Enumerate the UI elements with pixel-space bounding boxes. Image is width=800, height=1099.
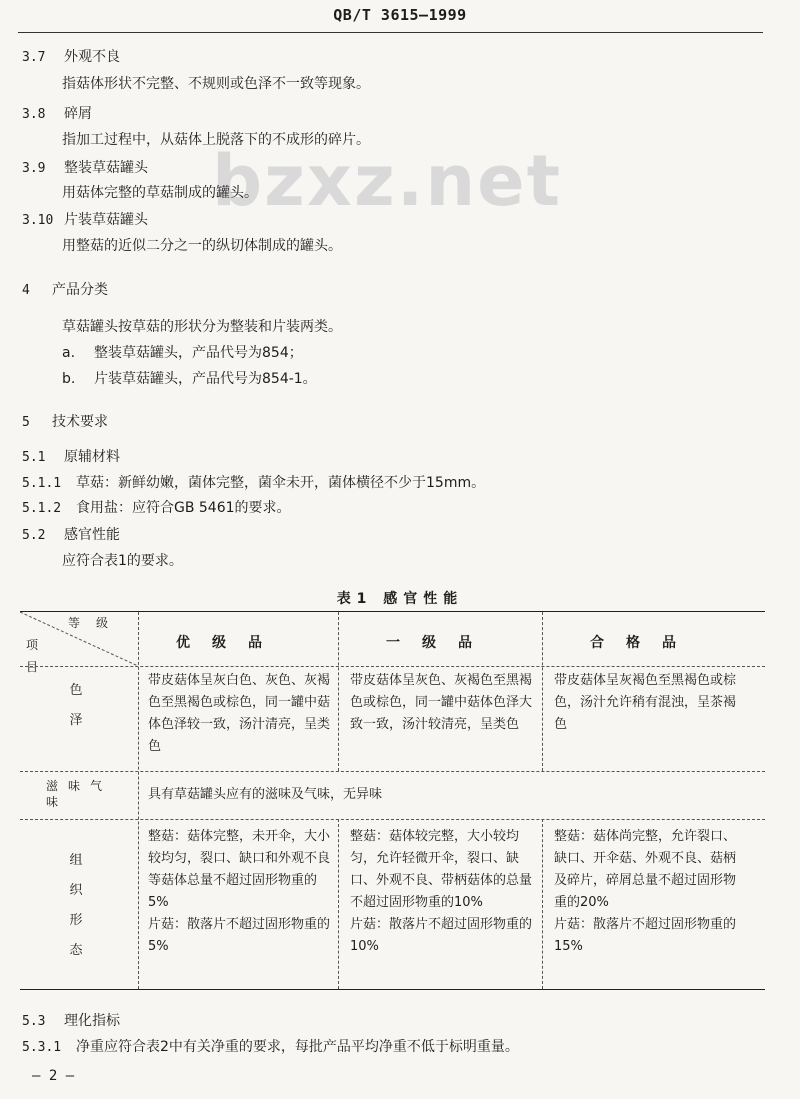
section-number: 5.2 — [22, 528, 46, 543]
header-rule — [18, 32, 763, 33]
table-cell: 带皮菇体呈灰色、灰褐色至黑褐色或棕色，同一罐中菇体色泽大致一致，汤汁较清亮，呈类色 — [350, 673, 533, 732]
section-number: 5.1 — [22, 450, 46, 465]
table-col-rule — [138, 612, 139, 989]
table-row-label-taste: 滋味气味 — [46, 779, 113, 809]
section-3-9-text: 用菇体完整的草菇制成的罐头。 — [62, 185, 258, 201]
section-title: 片装草菇罐头 — [64, 212, 148, 228]
list-text: 整装草菇罐头，产品代号为854； — [94, 345, 303, 361]
section-number: 4 — [22, 283, 30, 298]
table-col-header-first: 一级品 — [386, 635, 494, 651]
section-number: 5.3.1 — [22, 1040, 62, 1055]
section-3-9-heading — [22, 157, 148, 177]
section-title: 理化指标 — [64, 1013, 120, 1029]
section-5-heading — [22, 411, 108, 431]
section-5-1-heading — [22, 446, 120, 466]
list-marker: b. — [62, 371, 76, 387]
table-cell-merged: 具有草菇罐头应有的滋味及气味，无异味 — [148, 787, 383, 802]
table-row-rule — [20, 771, 765, 772]
table-caption: 表1 感官性能 — [336, 591, 464, 607]
section-3-8-text: 指加工过程中，从菇体上脱落下的不成形的碎片。 — [62, 132, 370, 148]
table-cell: 带皮菇体呈灰白色、灰色、灰褐色至黑褐色或棕色，同一罐中菇体色泽较一致，汤汁清亮，呈类色 — [148, 673, 331, 754]
section-5-3-1 — [22, 1036, 519, 1056]
table-col-header-qualified: 合格品 — [590, 635, 698, 651]
section-number: 5.1.2 — [22, 501, 62, 516]
section-title: 产品分类 — [52, 282, 108, 298]
section-5-2-heading — [22, 524, 120, 544]
section-number: 3.9 — [22, 161, 46, 176]
standard-code: QB/T 3615—1999 — [333, 6, 467, 24]
table-col-header-premium: 优级品 — [176, 635, 284, 651]
list-text: 片装草菇罐头，产品代号为854-1。 — [94, 371, 317, 387]
table-bottom-rule — [20, 989, 765, 990]
section-3-8-heading — [22, 103, 92, 123]
section-5-3-heading — [22, 1010, 120, 1030]
page-number: — 2 — — [32, 1068, 75, 1084]
section-number: 3.7 — [22, 50, 46, 65]
section-text: 草菇：新鲜幼嫩，菌体完整，菌伞未开，菌体横径不少于15mm。 — [76, 475, 486, 491]
section-number: 5.3 — [22, 1014, 46, 1029]
section-number: 5.1.1 — [22, 476, 62, 491]
table-cell: 带皮菇体呈灰褐色至黑褐色或棕色，汤汁允许稍有混浊，呈茶褐色 — [554, 673, 737, 732]
list-marker: a. — [62, 345, 76, 361]
table-corner-item: 项目 — [26, 638, 57, 674]
section-title: 外观不良 — [64, 49, 120, 65]
section-5-1-1 — [22, 472, 485, 492]
section-3-10-heading — [22, 209, 148, 229]
section-3-10-text: 用整菇的近似二分之一的纵切体制成的罐头。 — [62, 238, 342, 254]
table-col-rule — [542, 612, 543, 771]
list-item — [62, 342, 303, 362]
section-5-2-text: 应符合表1的要求。 — [62, 553, 183, 569]
section-title: 感官性能 — [64, 527, 120, 543]
table-header-rule — [20, 666, 765, 667]
section-title: 整装草菇罐头 — [64, 160, 148, 176]
table-row-label-color: 色泽 — [69, 683, 83, 728]
section-4-heading — [22, 279, 108, 299]
table-cell: 整菇：菇体完整，未开伞，大小较均匀，裂口、缺口和外观不良等菇体总量不超过固形物重的5% 片菇：散落片不超过固形物重的5% — [148, 829, 331, 954]
list-item — [62, 368, 317, 388]
section-title: 原辅材料 — [64, 449, 120, 465]
table-cell: 整菇：菇体尚完整，允许裂口、缺口、开伞菇、外观不良、菇柄及碎片，碎屑总量不超过固形物重的20% 片菇：散落片不超过固形物重的15% — [554, 829, 737, 954]
section-5-1-2 — [22, 497, 291, 517]
section-text: 食用盐：应符合GB 5461的要求。 — [76, 500, 291, 516]
table-col-rule — [338, 819, 339, 989]
section-number: 5 — [22, 415, 30, 430]
table-row-label-texture: 组织形态 — [69, 853, 83, 958]
section-number: 3.10 — [22, 213, 54, 228]
section-title: 技术要求 — [52, 414, 108, 430]
section-3-7-heading — [22, 46, 120, 66]
table-row-rule — [20, 819, 765, 820]
table-col-rule — [338, 612, 339, 771]
table-col-rule — [542, 819, 543, 989]
table-corner-grade: 等级 — [68, 616, 125, 630]
watermark: bzxz.net — [212, 140, 563, 222]
section-title: 碎屑 — [64, 106, 92, 122]
section-number: 3.8 — [22, 107, 46, 122]
section-3-7-text: 指菇体形状不完整、不规则或色泽不一致等现象。 — [62, 76, 370, 92]
table-cell: 整菇：菇体较完整，大小较均匀，允许轻微开伞，裂口、缺口、外观不良、带柄菇体的总量不超过固形物重的10% 片菇：散落片不超过固形物重的10% — [350, 829, 533, 954]
section-4-intro: 草菇罐头按草菇的形状分为整装和片装两类。 — [62, 319, 342, 335]
section-text: 净重应符合表2中有关净重的要求，每批产品平均净重不低于标明重量。 — [76, 1039, 519, 1055]
